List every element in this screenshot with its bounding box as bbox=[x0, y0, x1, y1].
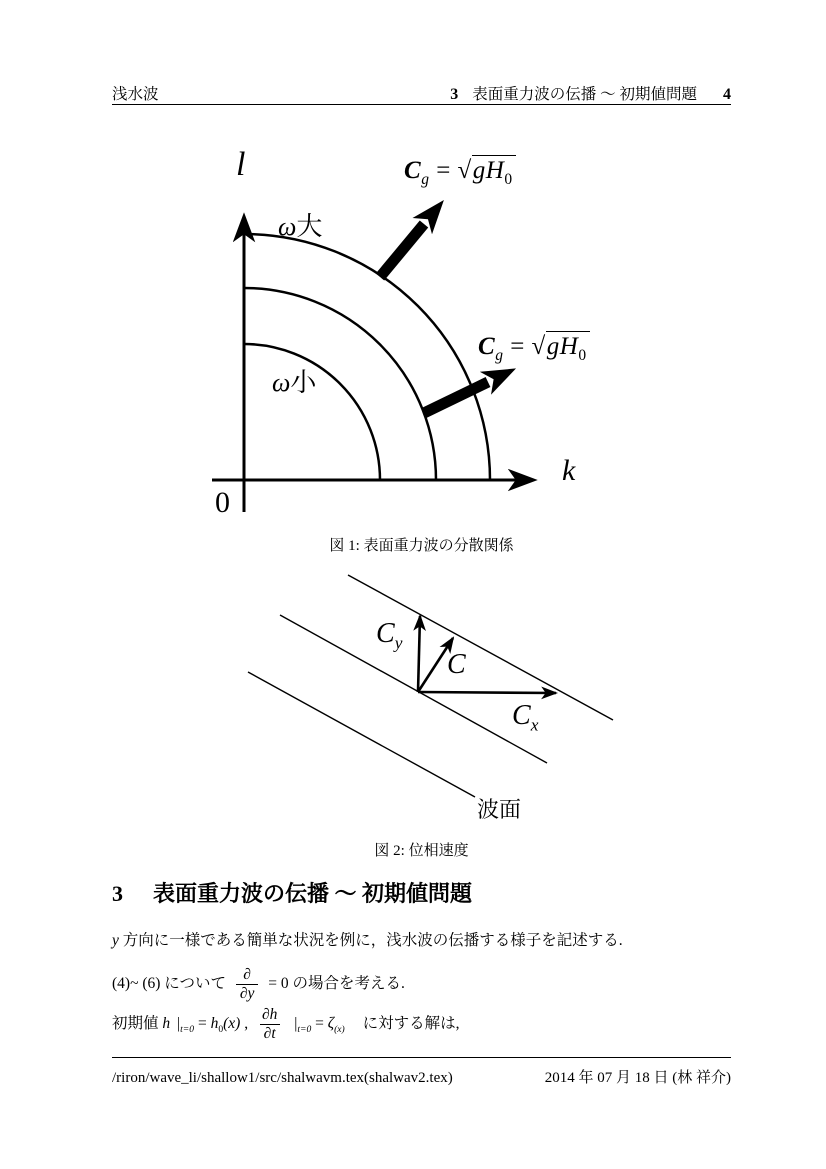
evaluation-bar-1: | bbox=[177, 1015, 181, 1032]
equals-2: = bbox=[315, 1015, 328, 1032]
cy-label bbox=[376, 618, 402, 654]
fraction-numerator: ∂ bbox=[243, 966, 251, 984]
group-velocity-formula-lower bbox=[478, 333, 590, 365]
cy-vector-arrow bbox=[418, 616, 420, 692]
cy-subscript: y bbox=[394, 633, 403, 653]
cg-symbol: C bbox=[404, 157, 422, 184]
sqrt-sign: √ bbox=[531, 333, 546, 360]
section-number: 3 bbox=[112, 881, 123, 906]
section-title: 表面重力波の伝播 ～ 初期値問題 bbox=[153, 881, 473, 906]
date-author: 2014 年 07 月 18 日 (林 祥介) bbox=[544, 1070, 731, 1086]
omega-small-label bbox=[272, 362, 316, 399]
sqrt-radicand bbox=[472, 155, 516, 188]
body-line-3-tail: に対する解は, bbox=[362, 1015, 460, 1032]
radicand-gh: gH bbox=[472, 157, 505, 184]
running-title: 浅水波 bbox=[112, 86, 159, 103]
math-y: y bbox=[112, 932, 119, 949]
cg-subscript: g bbox=[495, 347, 504, 364]
partial-y-fraction bbox=[236, 966, 259, 1003]
cg-subscript: g bbox=[421, 171, 430, 188]
wavefront-label: 波面 bbox=[477, 797, 522, 822]
radicand-gh: gH bbox=[546, 333, 579, 360]
comma: , bbox=[240, 1015, 252, 1032]
initial-value-label: 初期値 bbox=[112, 1015, 163, 1032]
cx-symbol: C bbox=[512, 700, 531, 731]
omega-small-kanji: 小 bbox=[290, 368, 317, 397]
equals-1: = bbox=[197, 1015, 211, 1032]
math-zeta-sub: (x) bbox=[334, 1024, 345, 1036]
group-velocity-formula-upper bbox=[404, 157, 516, 189]
math-zeta: ζ bbox=[327, 1015, 335, 1032]
cy-symbol: C bbox=[376, 618, 395, 649]
eqrefs-text: (4)~ (6) について bbox=[112, 975, 226, 992]
sqrt-radicand bbox=[546, 331, 590, 364]
cg-symbol: C bbox=[478, 333, 496, 360]
footer-rule bbox=[112, 1057, 731, 1058]
omega-small-symbol: ω bbox=[272, 368, 291, 397]
omega-large-label bbox=[278, 206, 322, 243]
fraction-numerator: ∂h bbox=[261, 1006, 278, 1024]
figure-2-phase-velocity-diagram bbox=[228, 565, 653, 823]
omega-large-kanji: 大 bbox=[296, 212, 323, 241]
evaluation-bar-2: | bbox=[294, 1015, 298, 1032]
header-section-number: 3 bbox=[450, 86, 459, 103]
body-line-2 bbox=[112, 962, 405, 1006]
equals-zero-text: = 0 の場合を考える. bbox=[268, 975, 405, 992]
page-header bbox=[112, 82, 731, 104]
math-h: h bbox=[162, 1015, 171, 1032]
page-number: 4 bbox=[723, 86, 731, 103]
section-heading bbox=[112, 877, 472, 908]
l-axis-label: l bbox=[236, 146, 246, 183]
sqrt-sign: √ bbox=[457, 157, 472, 184]
cx-label bbox=[512, 700, 538, 736]
group-velocity-arrow-upper bbox=[380, 224, 424, 277]
c-label: C bbox=[447, 649, 466, 680]
dispersion-arc-large bbox=[244, 234, 490, 480]
cx-vector-arrow bbox=[418, 692, 556, 693]
evaluation-bar-2-sub: t=0 bbox=[297, 1024, 312, 1036]
header-section-title: 表面重力波の伝播 ～ 初期値問題 bbox=[472, 86, 697, 103]
figure-1-caption: 図 1: 表面重力波の分散関係 bbox=[329, 538, 514, 554]
cx-subscript: x bbox=[530, 715, 539, 735]
partial-h-partial-t-fraction bbox=[258, 1006, 281, 1043]
radicand-sub0: 0 bbox=[578, 347, 587, 364]
page-footer bbox=[112, 1066, 731, 1087]
math-h0-sub: 0 bbox=[218, 1024, 224, 1036]
fraction-denominator: ∂y bbox=[236, 984, 259, 1003]
figure-2-caption: 図 2: 位相速度 bbox=[374, 843, 469, 859]
fraction-denominator: ∂t bbox=[260, 1024, 280, 1043]
wavefront-line-bottom bbox=[248, 672, 475, 797]
body-line-3 bbox=[112, 1001, 459, 1053]
math-h0: h bbox=[210, 1015, 219, 1032]
omega-large-symbol: ω bbox=[278, 212, 297, 241]
evaluation-bar-1-sub: t=0 bbox=[180, 1024, 195, 1036]
wavefront-line-middle bbox=[280, 615, 547, 763]
body-line-1 bbox=[112, 928, 623, 950]
equals-sign: = bbox=[503, 333, 532, 360]
body-line-1-text: 方向に一様である簡単な状況を例に，浅水波の伝播する様子を記述する. bbox=[118, 932, 623, 949]
equals-sign: = bbox=[429, 157, 458, 184]
figure-1-dispersion-diagram bbox=[186, 136, 656, 522]
source-file-path: /riron/wave_li/shallow1/src/shalwavm.tex(shalwav2.tex) bbox=[112, 1070, 453, 1086]
k-axis-label: k bbox=[562, 454, 576, 487]
math-paren-x: (x) bbox=[223, 1015, 241, 1032]
header-rule bbox=[112, 104, 731, 105]
radicand-sub0: 0 bbox=[504, 171, 513, 188]
origin-label: 0 bbox=[215, 486, 230, 519]
